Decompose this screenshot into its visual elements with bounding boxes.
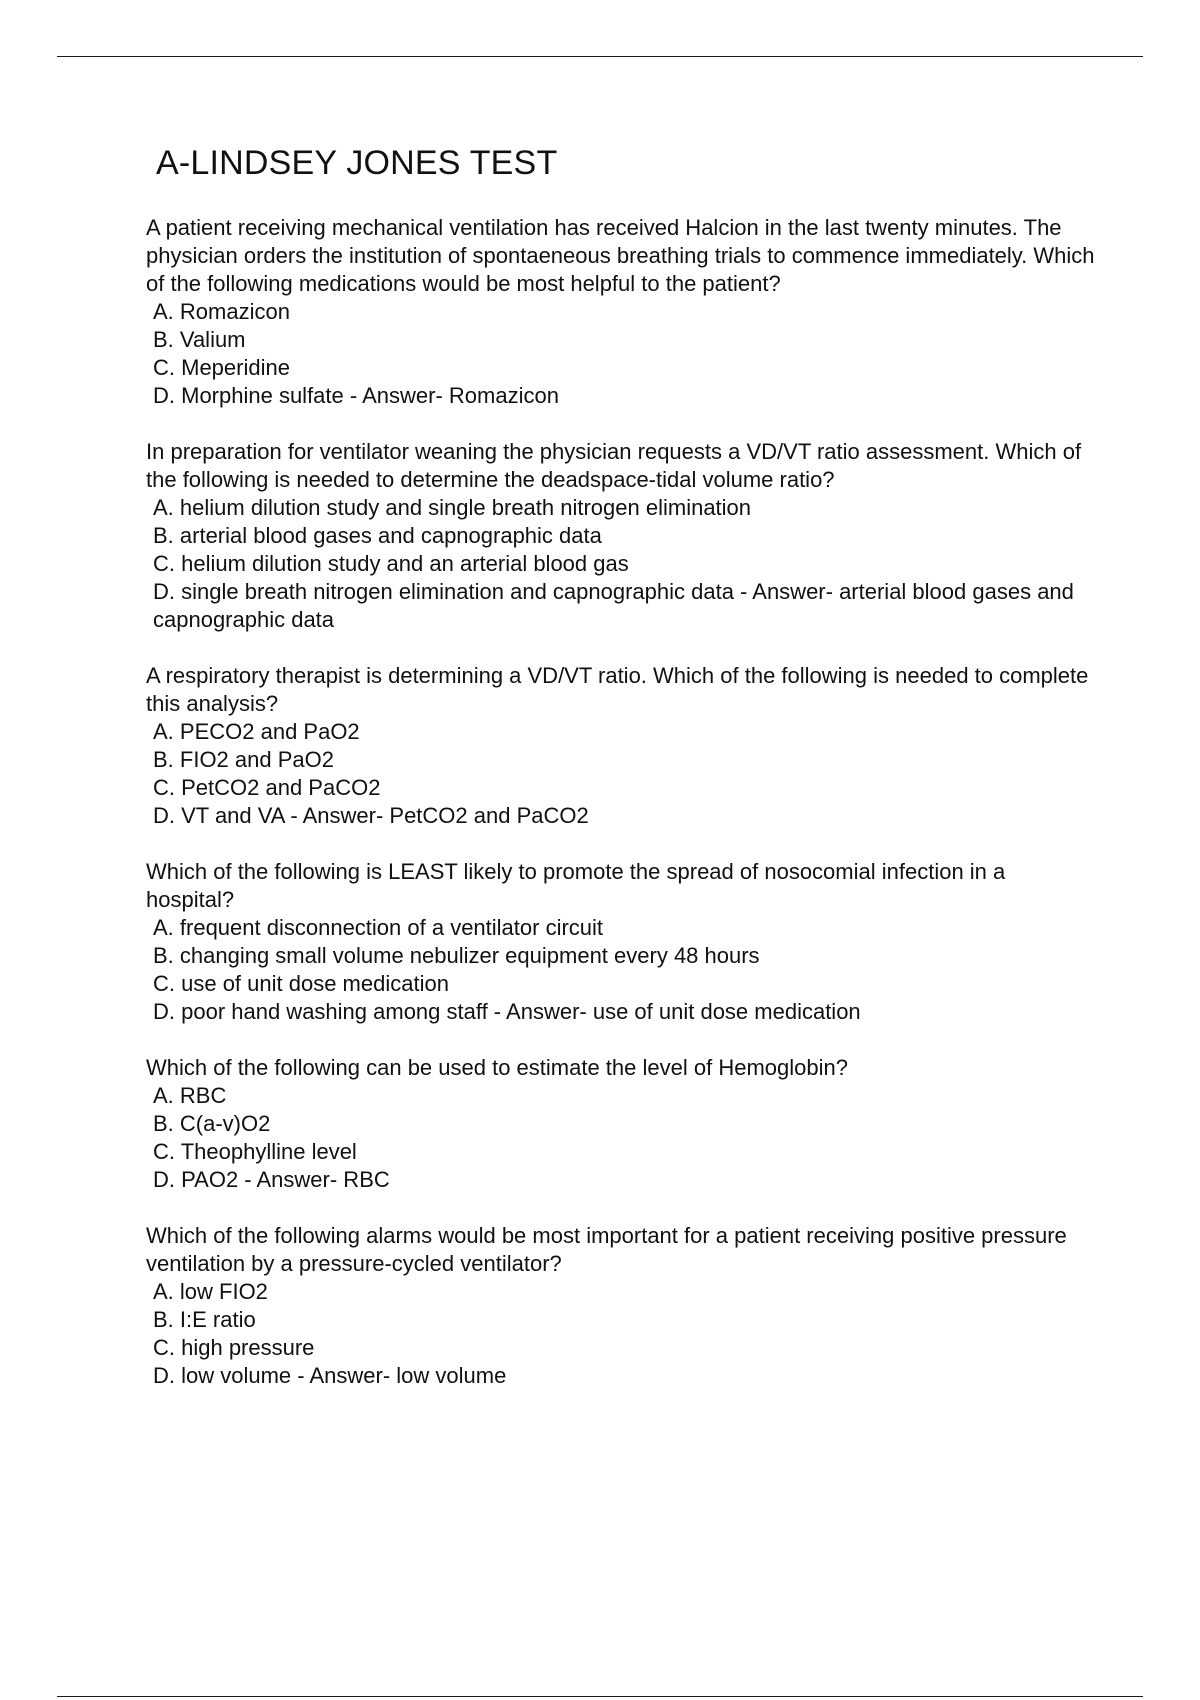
question-5 bbox=[146, 1054, 1096, 1194]
option-d: D. VT and VA - Answer- PetCO2 and PaCO2 bbox=[153, 803, 589, 828]
answer-options bbox=[146, 494, 1096, 634]
option-c: C. PetCO2 and PaCO2 bbox=[153, 775, 381, 800]
option-c: C. Meperidine bbox=[153, 355, 290, 380]
question-3 bbox=[146, 662, 1096, 830]
option-d: D. single breath nitrogen elimination and capnographic data - Answer- arterial blood gases and capnographic data bbox=[153, 579, 1074, 632]
option-b: B. Valium bbox=[153, 327, 246, 352]
question-text: A patient receiving mechanical ventilation has received Halcion in the last twenty minutes. The physician orders the institution of spontaeneous breathing trials to commence immediately. Which of the following medications would be most helpful to the patient? bbox=[146, 215, 1095, 296]
question-4 bbox=[146, 858, 1096, 1026]
question-text: Which of the following can be used to estimate the level of Hemoglobin? bbox=[146, 1055, 848, 1080]
option-b: B. FIO2 and PaO2 bbox=[153, 747, 334, 772]
option-c: C. use of unit dose medication bbox=[153, 971, 449, 996]
option-b: B. C(a-v)O2 bbox=[153, 1111, 271, 1136]
question-1 bbox=[146, 214, 1096, 410]
question-text: A respiratory therapist is determining a VD/VT ratio. Which of the following is needed to complete this analysis? bbox=[146, 663, 1089, 716]
question-6 bbox=[146, 1222, 1096, 1390]
option-c: C. Theophylline level bbox=[153, 1139, 357, 1164]
option-b: B. I:E ratio bbox=[153, 1307, 256, 1332]
option-c: C. helium dilution study and an arterial blood gas bbox=[153, 551, 629, 576]
option-a: A. PECO2 and PaO2 bbox=[153, 719, 360, 744]
option-a: A. frequent disconnection of a ventilator circuit bbox=[153, 915, 604, 940]
page-title: A-LINDSEY JONES TEST bbox=[156, 144, 558, 182]
question-text: Which of the following is LEAST likely to promote the spread of nosocomial infection in a hospital? bbox=[146, 859, 1006, 912]
option-d: D. poor hand washing among staff - Answer- use of unit dose medication bbox=[153, 999, 861, 1024]
answer-options bbox=[146, 1082, 1096, 1194]
question-2 bbox=[146, 438, 1096, 634]
option-d: D. Morphine sulfate - Answer- Romazicon bbox=[153, 383, 559, 408]
question-text: Which of the following alarms would be most important for a patient receiving positive pressure ventilation by a pressure-cycled ventilator? bbox=[146, 1223, 1067, 1276]
option-d: D. low volume - Answer- low volume bbox=[153, 1363, 507, 1388]
question-text: In preparation for ventilator weaning the physician requests a VD/VT ratio assessment. Which of the following is needed to determine the deadspace-tidal volume ratio? bbox=[146, 439, 1082, 492]
option-b: B. arterial blood gases and capnographic data bbox=[153, 523, 602, 548]
option-d: D. PAO2 - Answer- RBC bbox=[153, 1167, 390, 1192]
question-list bbox=[146, 214, 1096, 1418]
answer-options bbox=[146, 718, 1096, 830]
top-rule bbox=[57, 56, 1143, 57]
answer-options bbox=[146, 298, 1096, 410]
bottom-rule bbox=[57, 1696, 1143, 1697]
answer-options bbox=[146, 914, 1096, 1026]
answer-options bbox=[146, 1278, 1096, 1390]
option-a: A. Romazicon bbox=[153, 299, 290, 324]
option-a: A. low FIO2 bbox=[153, 1279, 268, 1304]
option-c: C. high pressure bbox=[153, 1335, 315, 1360]
option-b: B. changing small volume nebulizer equipment every 48 hours bbox=[153, 943, 760, 968]
option-a: A. RBC bbox=[153, 1083, 227, 1108]
option-a: A. helium dilution study and single breath nitrogen elimination bbox=[153, 495, 752, 520]
